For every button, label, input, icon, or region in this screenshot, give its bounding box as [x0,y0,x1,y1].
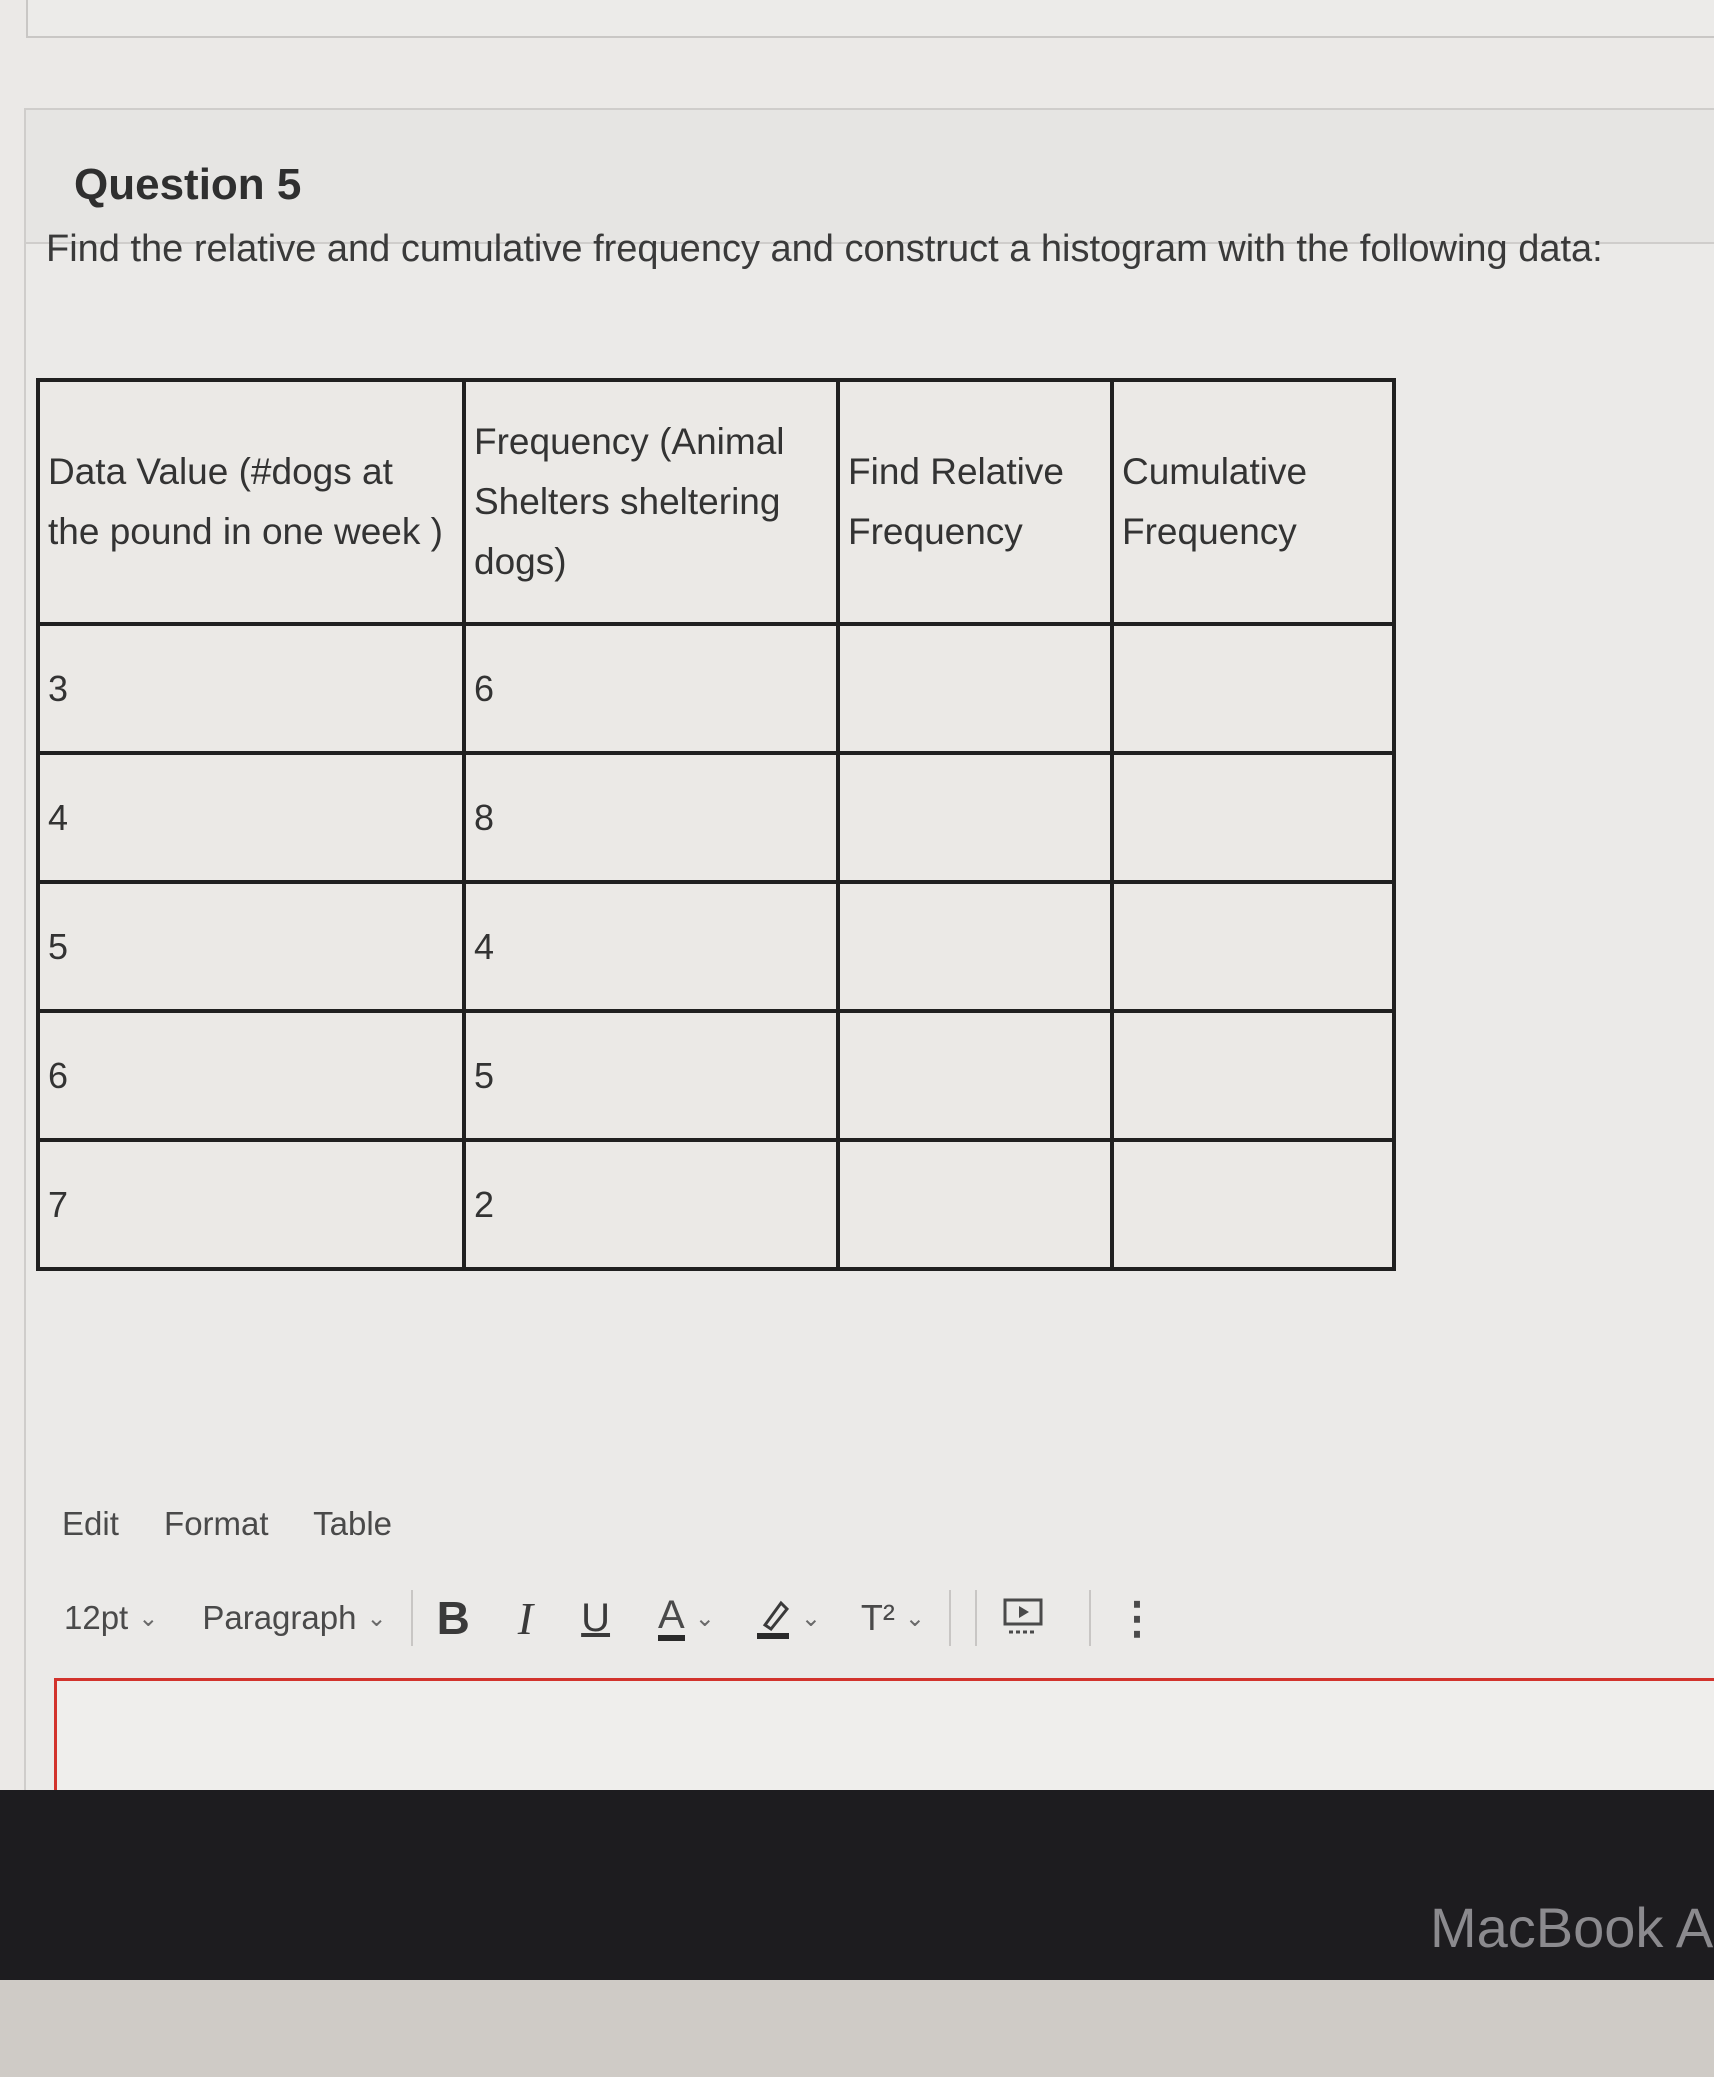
font-size-value: 12pt [64,1599,129,1636]
table-row [38,1140,1394,1269]
more-options-icon[interactable]: ⋮ [1115,1593,1160,1643]
cell-data-value: 3 [38,624,464,753]
cell-relative-frequency [838,753,1112,882]
desk-surface [0,1980,1714,2077]
cell-relative-frequency [838,1011,1112,1140]
bold-button[interactable]: B [436,1592,470,1644]
block-format-dropdown[interactable] [202,1599,386,1637]
cell-data-value: 5 [38,882,464,1011]
cell-cumulative-frequency [1112,882,1394,1011]
chevron-down-icon: ⌄ [904,1604,926,1632]
question-title: Question 5 [74,160,302,209]
cell-relative-frequency [838,624,1112,753]
table-row [38,753,1394,882]
question-header [26,110,1714,244]
cell-data-value: 7 [38,1140,464,1269]
header-frequency: Frequency (Animal Shelters sheltering dogs) [464,380,838,624]
macbook-label: MacBook A [1430,1896,1714,1959]
chevron-down-icon: ⌄ [366,1604,387,1632]
header-cumulative-frequency: Cumulative Frequency [1112,380,1394,624]
previous-question-card [26,0,1714,38]
table-row [38,1011,1394,1140]
toolbar-divider [411,1590,413,1646]
frequency-table [36,378,1396,1271]
header-relative-frequency: Find Relative Frequency [838,380,1112,624]
underline-button[interactable]: U [581,1595,611,1640]
chevron-down-icon: ⌄ [138,1604,159,1632]
cell-frequency: 4 [464,882,838,1011]
cell-relative-frequency [838,1140,1112,1269]
cell-cumulative-frequency [1112,1011,1394,1140]
editor-menubar [62,1505,428,1543]
media-embed-icon[interactable] [1001,1596,1045,1640]
cell-cumulative-frequency [1112,624,1394,753]
cell-cumulative-frequency [1112,1140,1394,1269]
text-color-icon: A [658,1595,685,1641]
editor-toolbar [64,1588,1159,1648]
cell-frequency: 5 [464,1011,838,1140]
menu-table[interactable]: Table [313,1505,393,1542]
menu-format[interactable]: Format [164,1505,269,1542]
superscript-icon: T² [860,1597,895,1638]
cell-relative-frequency [838,882,1112,1011]
cell-frequency: 6 [464,624,838,753]
chevron-down-icon: ⌄ [694,1604,715,1632]
cell-data-value: 6 [38,1011,464,1140]
toolbar-divider [1089,1590,1091,1646]
block-format-value: Paragraph [202,1599,357,1636]
cell-frequency: 8 [464,753,838,882]
superscript-dropdown[interactable] [861,1597,925,1639]
text-color-dropdown[interactable] [658,1595,715,1641]
highlight-color-dropdown[interactable] [755,1595,821,1641]
header-data-value: Data Value (#dogs at the pound in one week ) [38,380,464,624]
laptop-bezel [0,1790,1714,1980]
question-prompt: Find the relative and cumulative frequency and construct a histogram with the following data: [46,228,1603,270]
chevron-down-icon: ⌄ [800,1604,821,1632]
table-header-row [38,380,1394,624]
table-row [38,624,1394,753]
cell-cumulative-frequency [1112,753,1394,882]
font-size-dropdown[interactable] [64,1599,158,1637]
table-row [38,882,1394,1011]
menu-edit[interactable]: Edit [62,1505,119,1542]
highlighter-icon [755,1595,791,1641]
toolbar-divider [949,1590,951,1646]
cell-frequency: 2 [464,1140,838,1269]
italic-button[interactable]: I [517,1592,534,1644]
cell-data-value: 4 [38,753,464,882]
toolbar-divider [975,1590,977,1646]
